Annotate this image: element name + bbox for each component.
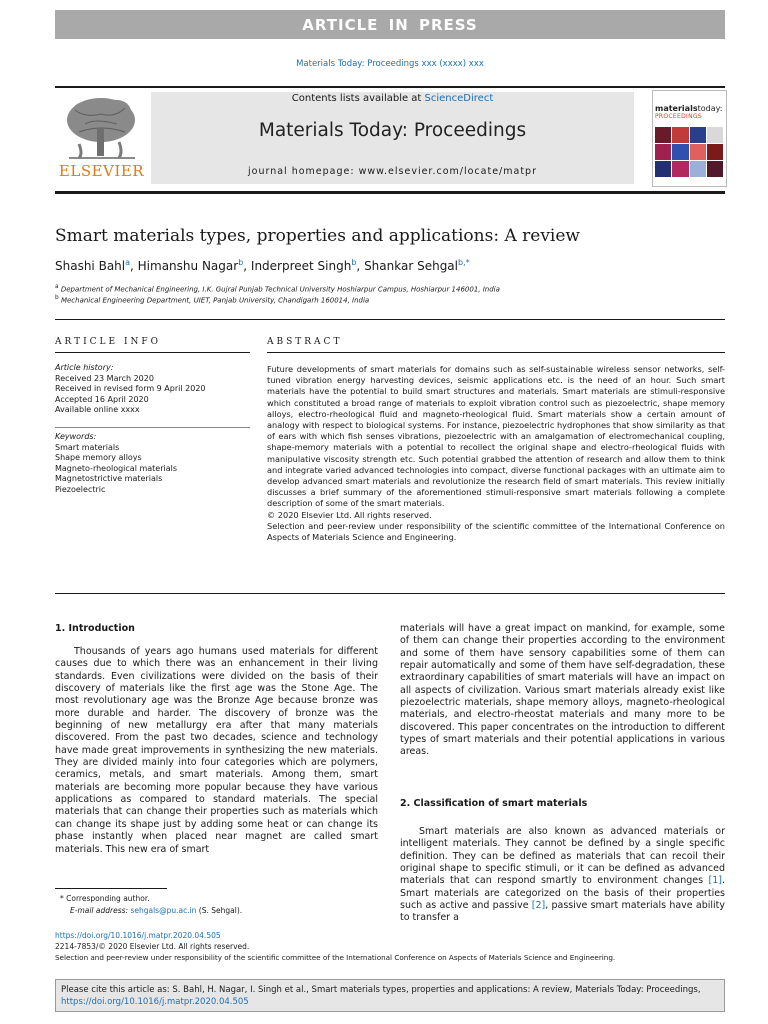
citation-text: Please cite this article as: S. Bahl, H. Nagar, I. Singh et al., Smart materials types, properties and applications: A review, Materials Today: Proceedings, bbox=[61, 985, 701, 995]
abstract-bottom-divider bbox=[55, 593, 725, 594]
author-separator: , bbox=[243, 259, 251, 273]
author-affiliation-mark[interactable]: b bbox=[238, 258, 244, 267]
doi-link[interactable]: https://doi.org/10.1016/j.matpr.2020.04.505 bbox=[55, 931, 221, 940]
elsevier-wordmark: ELSEVIER bbox=[58, 162, 145, 180]
abstract-rule bbox=[267, 352, 725, 353]
article-history: Article history: Received 23 March 2020 Received in revised form 9 April 2020 Accepted 16 April 2020 Available online xxxx bbox=[55, 363, 206, 414]
abstract-label: ABSTRACT bbox=[267, 337, 343, 347]
author-affiliation-mark[interactable]: a bbox=[125, 258, 131, 267]
cover-subtitle: PROCEEDINGS bbox=[655, 113, 702, 120]
citation-box bbox=[55, 979, 725, 1012]
issn-copyright: 2214-7853/© 2020 Elsevier Ltd. All rights reserved. bbox=[55, 942, 250, 951]
masthead-top-rule bbox=[55, 86, 725, 88]
journal-cover-thumbnail bbox=[652, 90, 727, 187]
corresponding-footnote: * Corresponding author. bbox=[60, 894, 150, 903]
journal-homepage[interactable]: journal homepage: www.elsevier.com/locate/matpr bbox=[248, 166, 537, 177]
author-affiliation-mark[interactable]: b,* bbox=[458, 258, 470, 267]
sciencedirect-link[interactable]: ScienceDirect bbox=[424, 93, 494, 104]
author-affiliation-mark[interactable]: b bbox=[351, 258, 357, 267]
cover-title: materialstoday: bbox=[655, 104, 723, 113]
author-list bbox=[55, 258, 470, 273]
author-separator: , bbox=[356, 259, 365, 273]
reference-2-link[interactable]: [2] bbox=[531, 900, 546, 912]
introduction-continuation: materials will have a great impact on mankind, for example, some of them can change their properties according to the environment and some of them have sensory capabilities some of them can repair automatically and some of them have self-degradation, these extraordinary capabilities of smart materials will have an impact on all aspects of civilization. Various smart materials already exist like piezoelectric materials, shape memory alloys, magneto-rheological materials, and electro-rheostat materials and many more to be discovered. This paper concentrates on the introduction to different types of smart materials and their potential applications in various areas. bbox=[400, 623, 725, 758]
contents-prefix: Contents lists available at bbox=[291, 93, 425, 104]
footnote-rule bbox=[55, 888, 167, 889]
classification-heading: 2. Classification of smart materials bbox=[400, 798, 588, 809]
cover-image-grid bbox=[655, 127, 723, 177]
journal-title: Materials Today: Proceedings bbox=[258, 120, 527, 141]
keywords-rule bbox=[55, 427, 250, 428]
author-separator: , bbox=[130, 259, 138, 273]
reference-1-link[interactable]: [1] bbox=[708, 875, 722, 887]
article-info-rule bbox=[55, 352, 250, 353]
author-name[interactable]: Inderpreet Singh bbox=[250, 259, 352, 273]
citation-doi-link[interactable]: https://doi.org/10.1016/j.matpr.2020.04.505 bbox=[61, 997, 249, 1007]
contents-available-line bbox=[151, 93, 634, 104]
author-email-link[interactable]: sehgals@pu.ac.in bbox=[130, 906, 197, 915]
abstract-body: Future developments of smart materials for domains such as self-sustainable wireless sensor networks, self-tuned vibration energy harvesting devices, seismic applications etc. is the need of an hour. Such smart materials have the potential to build smart structures and materials. Smart materials are stimuli-responsive which constituted a broad range of materials to exploit vibration control such as piezoelectric, shape memory alloys, electro-rheological fluid and magneto-rheological fluid. Smart materials show a certain amount of analogy with respect to biological systems. For instance, piezoelectric hydrophones that show similarity as that of ears with which fish senses vibrations, piezoelectric with an amalgamation of electromechanical coupling, shape-memory materials with a potential to recollect the original shape and electro-rheological fluids with manipulative viscosity strength etc. Such potential grabbed the attention of research and allow them to think and integrate varied advanced technologies into compact, diverse functional packages with an ultimate aim to develop advanced smart materials and revolutionize the research field of smart materials. This review initially discusses a brief summary of the aforementioned stimuli-responsive smart materials following a complete description of some of the smart materials. © 2020 Elsevier Ltd. All rights reserved. Selection and peer-review under responsibility of the scientific committee of the International Conference on Aspects of Materials Science and Engineering. bbox=[267, 364, 725, 543]
introduction-heading: 1. Introduction bbox=[55, 623, 135, 634]
paper-title: Smart materials types, properties and applications: A review bbox=[55, 226, 580, 246]
affiliation-b: $^b$ Mechanical Engineering Department, UIET, Panjab University, Chandigarh 160014, India bbox=[55, 295, 370, 305]
article-info-label: ARTICLE INFO bbox=[55, 337, 162, 347]
classification-paragraph: Smart materials are also known as advanced materials or intelligent materials. They cannot be defined by a single specific definition. They can be defined as materials that can recoil their original shape to specific stimuli, or it can be defined as advanced materials that can respond smartly to environment changes [1]. Smart materials are categorized on the basis of their properties such as active and passive [2], passive smart materials have ability to transfer a bbox=[400, 826, 725, 924]
author-name[interactable]: Shankar Sehgal bbox=[364, 259, 458, 273]
author-name[interactable]: Shashi Bahl bbox=[55, 259, 126, 273]
header-divider bbox=[55, 319, 725, 320]
keywords: Keywords: Smart materials Shape memory alloys Magneto-rheological materials Magnetostrictive materials Piezoelectric bbox=[55, 432, 178, 494]
bottom-peer-review: Selection and peer-review under responsibility of the scientific committee of the International Conference on Aspects of Materials Science and Engineering. bbox=[55, 953, 616, 962]
email-footnote: E-mail address: sehgals@pu.ac.in (S. Sehgal). bbox=[70, 906, 243, 915]
article-in-press-banner: ARTICLE IN PRESS bbox=[55, 10, 725, 39]
masthead-bottom-rule bbox=[55, 191, 725, 194]
author-name[interactable]: Himanshu Nagar bbox=[137, 259, 239, 273]
affiliation-a: $^a$ Department of Mechanical Engineering, I.K. Gujral Punjab Technical University Hoshiarpur Campus, Hoshiarpur 146001, India bbox=[55, 284, 500, 294]
introduction-paragraph: Thousands of years ago humans used materials for different causes due to which there was an enhancement in their living standards. Even civilizations were divided on the basis of their discovery of materials like the first age was the Stone Age. The most revolutionary age was the Bronze Age because bronze was more durable and harder. The discovery of bronze was the beginning of new metallurgy era after that many materials discovered. From the past two decades, science and technology have made great improvements in synthesizing the new materials. They are divided mainly into four categories which are polymers, ceramics, metals, and smart materials. Among them, smart materials are becoming more popular because they have various applications as compared to standard materials. The special materials that can change their properties such as materials which can change its shape just by adding some heat or can change its phase instantly when placed near magnet are called smart materials. This new era of smart bbox=[55, 646, 378, 855]
journal-reference-link[interactable]: Materials Today: Proceedings xxx (xxxx) xxx bbox=[296, 59, 484, 69]
